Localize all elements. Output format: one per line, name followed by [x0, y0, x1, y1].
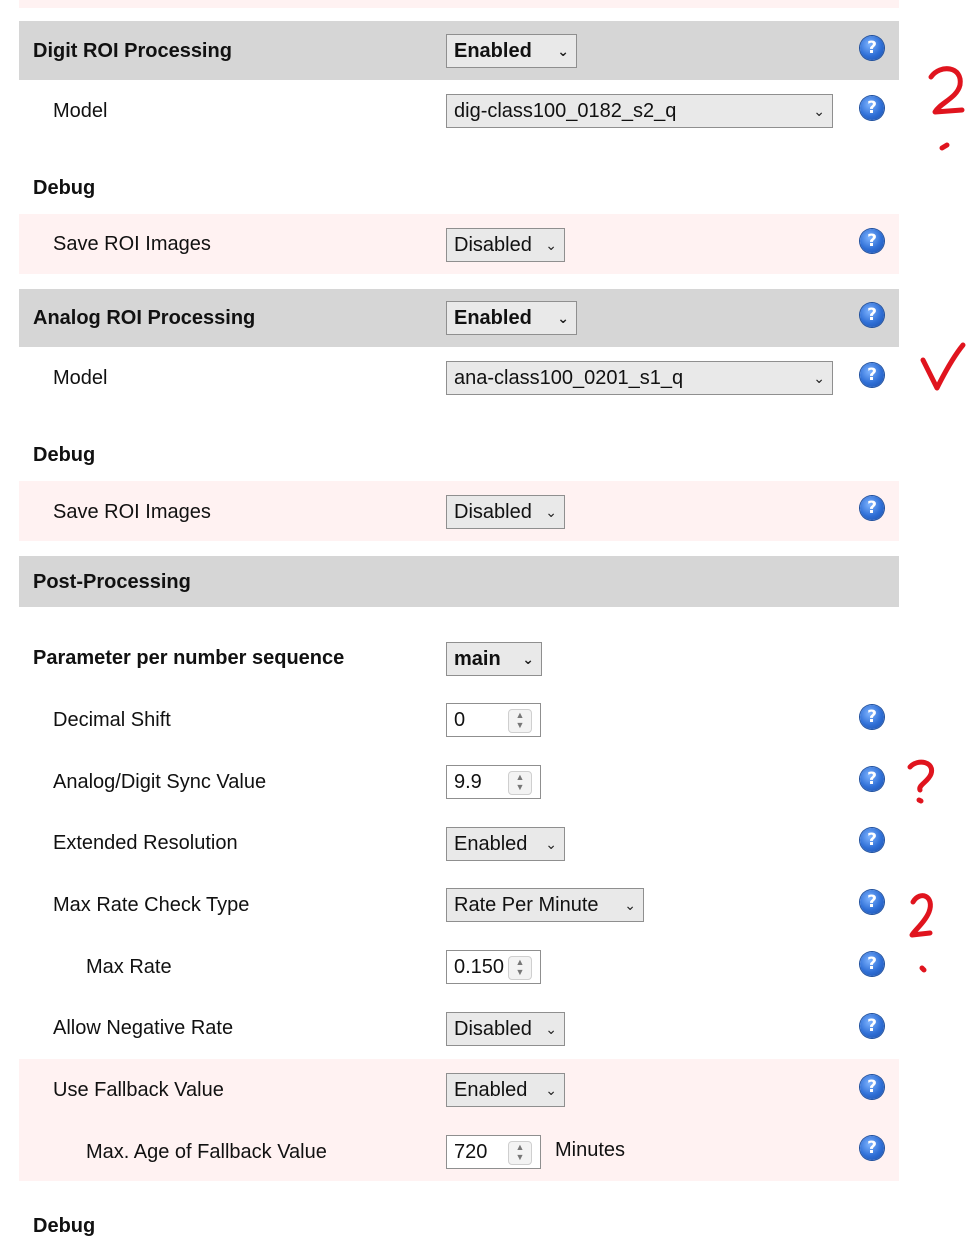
spinner-icon[interactable]: ▲ ▼: [508, 709, 532, 733]
max-rate-value: 0.150: [454, 956, 505, 978]
help-icon[interactable]: ?: [860, 1136, 884, 1160]
spinner-icon[interactable]: ▲ ▼: [508, 956, 532, 980]
extended-resolution-label: Extended Resolution: [53, 832, 238, 854]
next-debug-title: Debug: [33, 1215, 96, 1237]
analog-model-label: Model: [53, 367, 108, 389]
fallback-age-value: 720: [454, 1141, 488, 1163]
fallback-value: Enabled: [454, 1079, 528, 1101]
digit-section-title: Digit ROI Processing: [33, 40, 232, 62]
chevron-down-icon: ⌄: [813, 370, 825, 386]
help-icon[interactable]: ?: [860, 36, 884, 60]
digit-enable-value: Enabled: [454, 40, 532, 62]
post-section-title: Post-Processing: [33, 571, 191, 593]
question-mark-annotation: [910, 762, 932, 790]
dot-annotation: [919, 800, 921, 801]
chevron-down-icon: ⌄: [545, 1082, 557, 1098]
fallback-age-unit: Minutes: [555, 1139, 626, 1161]
question-mark-annotation: [931, 69, 962, 112]
help-icon[interactable]: ?: [860, 496, 884, 520]
digit-save-roi-value: Disabled: [454, 234, 532, 256]
analog-debug-title: Debug: [33, 444, 96, 466]
sync-value-value: 9.9: [454, 771, 482, 793]
fallback-age-label: Max. Age of Fallback Value: [86, 1141, 327, 1163]
digit-save-roi-label: Save ROI Images: [53, 233, 211, 255]
help-icon[interactable]: ?: [860, 828, 884, 852]
chevron-down-icon: ⌄: [545, 1021, 557, 1037]
analog-enable-value: Enabled: [454, 307, 532, 329]
decimal-shift-label: Decimal Shift: [53, 709, 171, 731]
help-icon[interactable]: ?: [860, 952, 884, 976]
check-mark-annotation: [923, 345, 963, 388]
param-sequence-label: Parameter per number sequence: [33, 647, 345, 669]
negative-rate-label: Allow Negative Rate: [53, 1017, 234, 1039]
decimal-shift-value: 0: [454, 709, 466, 731]
digit-model-value: dig-class100_0182_s2_q: [454, 100, 677, 122]
dot-annotation: [922, 968, 924, 970]
chevron-down-icon: ⌄: [624, 897, 636, 913]
chevron-down-icon: ⌄: [545, 836, 557, 852]
help-icon[interactable]: ?: [860, 890, 884, 914]
analog-section-title: Analog ROI Processing: [33, 307, 256, 329]
param-sequence-value: main: [454, 648, 501, 670]
help-icon[interactable]: ?: [860, 1075, 884, 1099]
spinner-icon[interactable]: ▲ ▼: [508, 771, 532, 795]
chevron-down-icon: ⌄: [813, 103, 825, 119]
spinner-icon[interactable]: ▲ ▼: [508, 1141, 532, 1165]
analog-model-value: ana-class100_0201_s1_q: [454, 367, 684, 389]
help-icon[interactable]: ?: [860, 96, 884, 120]
help-icon[interactable]: ?: [860, 1014, 884, 1038]
question-mark-annotation: [912, 896, 930, 935]
chevron-down-icon: ⌄: [545, 504, 557, 520]
chevron-down-icon: ⌄: [545, 237, 557, 253]
sync-value-label: Analog/Digit Sync Value: [53, 771, 267, 793]
analog-save-roi-value: Disabled: [454, 501, 532, 523]
chevron-down-icon: ⌄: [522, 651, 534, 667]
help-icon[interactable]: ?: [860, 303, 884, 327]
digit-model-label: Model: [53, 100, 108, 122]
chevron-down-icon: ⌄: [557, 43, 569, 59]
extended-resolution-value: Enabled: [454, 833, 528, 855]
digit-debug-title: Debug: [33, 177, 96, 199]
analog-save-roi-label: Save ROI Images: [53, 501, 211, 523]
negative-rate-value: Disabled: [454, 1018, 532, 1040]
help-icon[interactable]: ?: [860, 363, 884, 387]
help-icon[interactable]: ?: [860, 767, 884, 791]
chevron-down-icon: ⌄: [557, 310, 569, 326]
max-rate-type-label: Max Rate Check Type: [53, 894, 250, 916]
dot-annotation: [942, 145, 947, 148]
fallback-label: Use Fallback Value: [53, 1079, 224, 1101]
max-rate-label: Max Rate: [86, 956, 172, 978]
help-icon[interactable]: ?: [860, 229, 884, 253]
help-icon[interactable]: ?: [860, 705, 884, 729]
max-rate-type-value: Rate Per Minute: [454, 894, 599, 916]
